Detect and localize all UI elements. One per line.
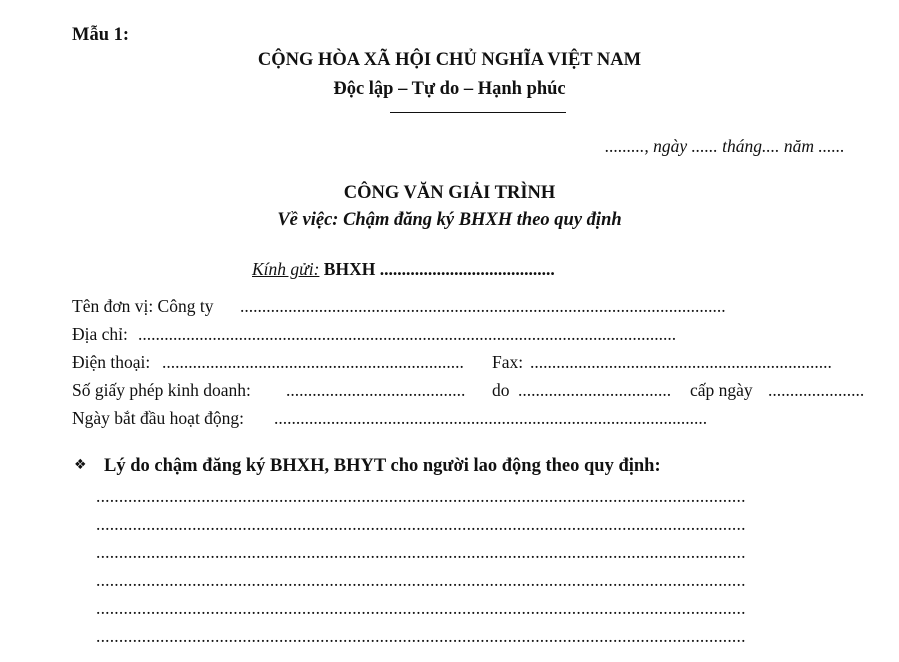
start-date-field — [72, 408, 872, 432]
reason-line: .............................................................................................................................................. — [96, 570, 746, 590]
phone-fax-field — [72, 352, 872, 376]
address-field — [72, 324, 872, 348]
recipient-line — [252, 259, 555, 280]
header-divider — [390, 112, 566, 113]
license-fill: ......................................... — [286, 380, 466, 400]
reason-line: .............................................................................................................................................. — [96, 514, 746, 534]
unit-name-field — [72, 296, 872, 320]
start-date-label: Ngày bắt đầu hoạt động: — [72, 408, 245, 428]
issue-date-label: cấp ngày — [690, 380, 753, 400]
document-title: CÔNG VĂN GIẢI TRÌNH — [343, 183, 556, 203]
address-label: Địa chỉ: — [72, 324, 128, 344]
reason-section-heading — [74, 456, 661, 477]
business-license-field — [72, 380, 872, 404]
issued-by-label: do — [492, 380, 510, 400]
unit-name-label: Tên đơn vị: Công ty — [72, 296, 214, 316]
country-header: CỘNG HÒA XÃ HỘI CHỦ NGHĨA VIỆT NAM — [257, 50, 642, 70]
document-subject: Về việc: Chậm đăng ký BHXH theo quy định — [277, 210, 622, 230]
unit-name-fill: ............................................................................................................... — [240, 296, 726, 316]
national-motto: Độc lập – Tự do – Hạnh phúc — [333, 79, 566, 99]
address-fill: ........................................................................................................................... — [138, 324, 677, 344]
recipient-value: BHXH ........................................ — [323, 259, 555, 279]
issue-date-fill: ...................... — [768, 380, 865, 400]
reason-line: .............................................................................................................................................. — [96, 542, 746, 562]
fax-label: Fax: — [492, 352, 524, 372]
reason-line: .............................................................................................................................................. — [96, 486, 746, 506]
license-label: Số giấy phép kinh doanh: — [72, 380, 251, 400]
start-date-fill: ................................................................................................... — [274, 408, 708, 428]
reason-heading-text: Lý do chậm đăng ký BHXH, BHYT cho người lao động theo quy định: — [104, 456, 661, 476]
fax-fill: ..................................................................... — [530, 352, 832, 372]
recipient-label: Kính gửi: — [252, 259, 320, 279]
phone-label: Điện thoại: — [72, 352, 151, 372]
form-label: Mẫu 1: — [72, 25, 130, 45]
reason-line: .............................................................................................................................................. — [96, 598, 746, 618]
phone-fill: ..................................................................... — [162, 352, 464, 372]
date-line: ........., ngày ...... tháng.... năm ...... — [605, 136, 845, 156]
reason-line: .............................................................................................................................................. — [96, 626, 746, 646]
issued-by-fill: ................................... — [518, 380, 672, 400]
bullet-icon: ❖ — [74, 457, 87, 473]
